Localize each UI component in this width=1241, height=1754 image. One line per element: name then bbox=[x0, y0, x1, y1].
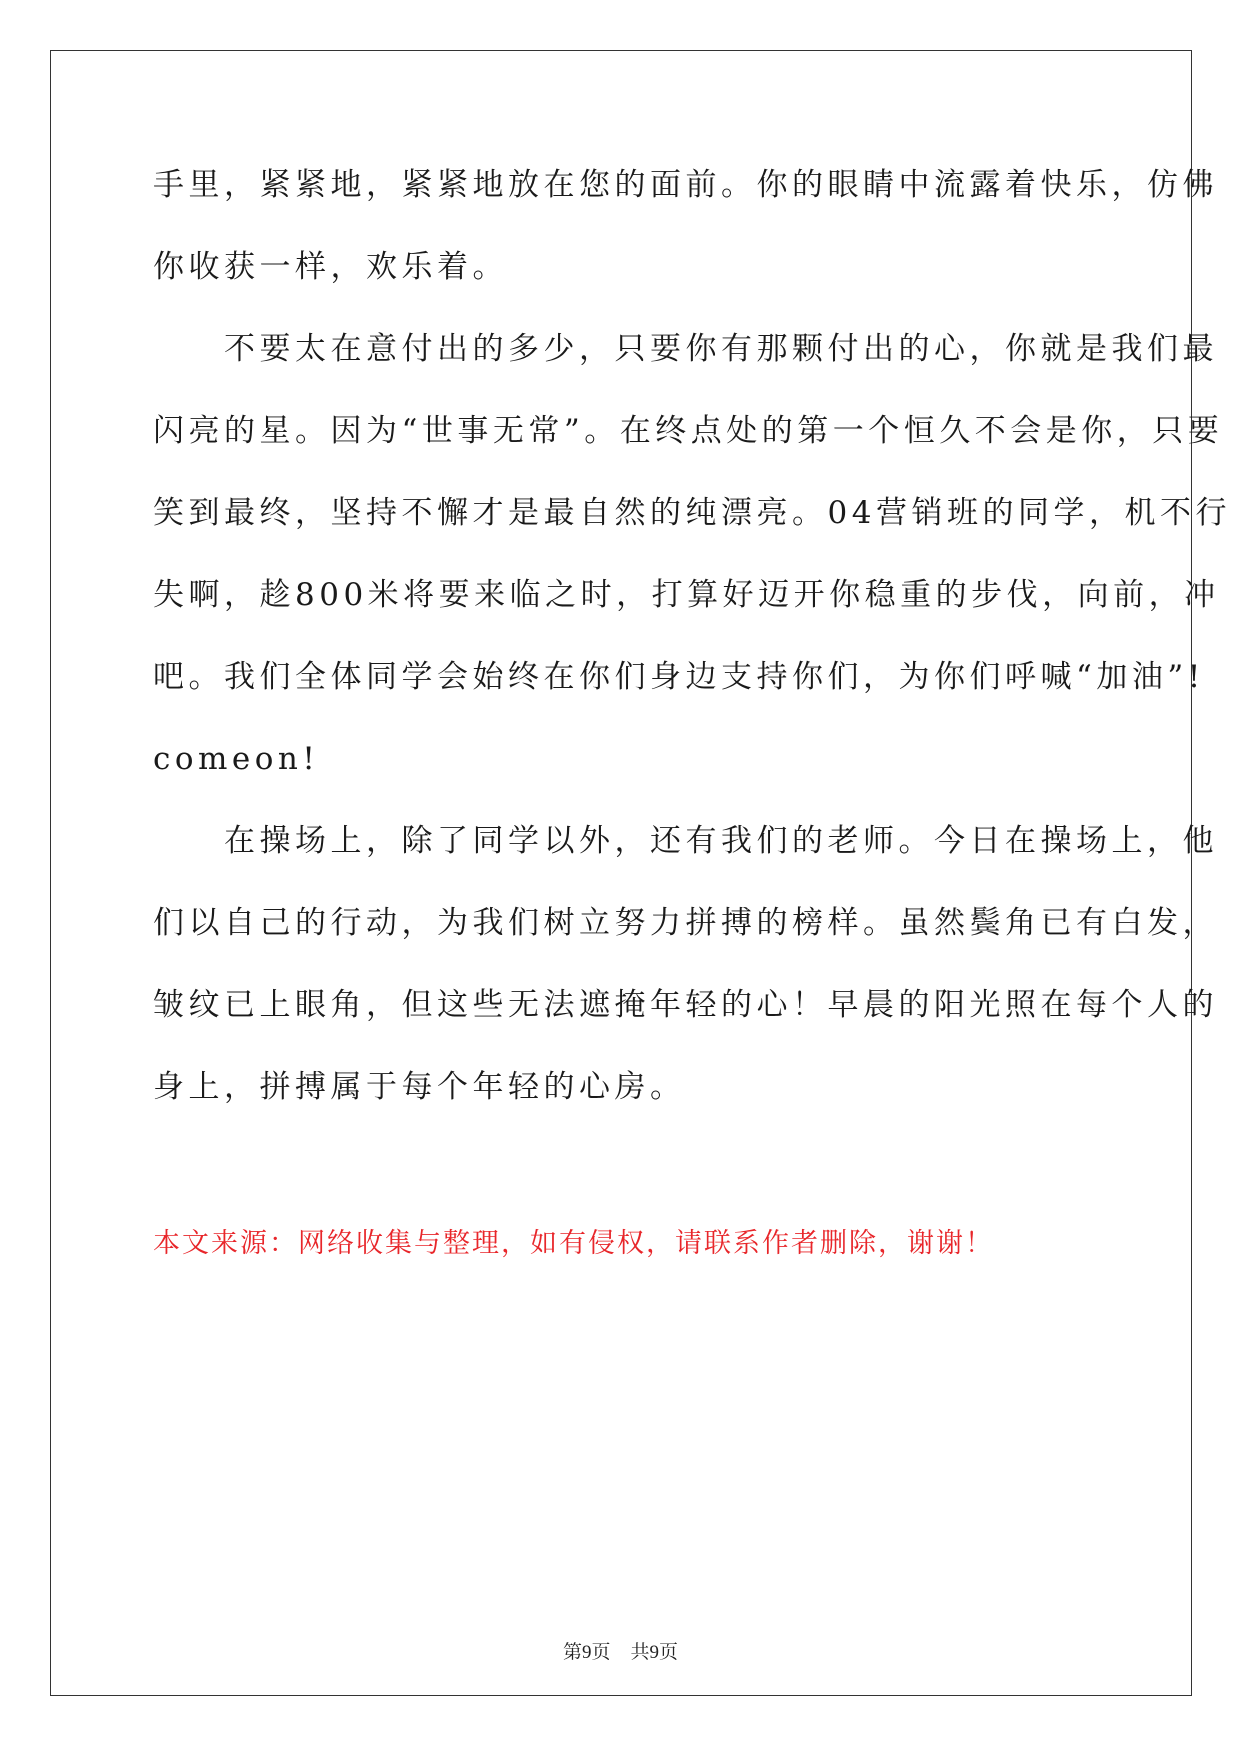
text-line: comeon! bbox=[153, 741, 320, 777]
text-line: 在操场上，除了同学以外，还有我们的老师。今日在操场上，他 bbox=[153, 823, 1218, 859]
page-total: 共9页 bbox=[630, 1642, 679, 1663]
source-note: 本文来源：网络收集与整理，如有侵权，请联系作者删除，谢谢！ bbox=[153, 1228, 994, 1259]
document-body bbox=[153, 160, 1231, 1144]
text-line: 手里，紧紧地，紧紧地放在您的面前。你的眼睛中流露着快乐，仿佛 bbox=[153, 167, 1218, 203]
text-line: 笑到最终，坚持不懈才是最自然的纯漂亮。04营销班的同学，机不行 bbox=[153, 495, 1231, 531]
text-line: 你收获一样，欢乐着。 bbox=[153, 249, 508, 285]
text-line: 闪亮的星。因为“世事无常”。在终点处的第一个恒久不会是你，只要 bbox=[153, 413, 1224, 449]
text-line: 身上，拼搏属于每个年轻的心房。 bbox=[153, 1069, 686, 1105]
text-line: 们以自己的行动，为我们树立努力拼搏的榜样。虽然鬓角已有白发， bbox=[153, 905, 1218, 941]
text-line: 不要太在意付出的多少，只要你有那颗付出的心，你就是我们最 bbox=[153, 331, 1218, 367]
page-number: 第9页 bbox=[562, 1642, 611, 1663]
text-line: 皱纹已上眼角，但这些无法遮掩年轻的心！早晨的阳光照在每个人的 bbox=[153, 987, 1218, 1023]
text-line: 吧。我们全体同学会始终在你们身边支持你们，为你们呼喊“加油”! bbox=[153, 659, 1205, 695]
text-line: 失啊，趁800米将要来临之时，打算好迈开你稳重的步伐，向前，冲 bbox=[153, 577, 1220, 613]
page-footer bbox=[0, 1637, 1241, 1664]
